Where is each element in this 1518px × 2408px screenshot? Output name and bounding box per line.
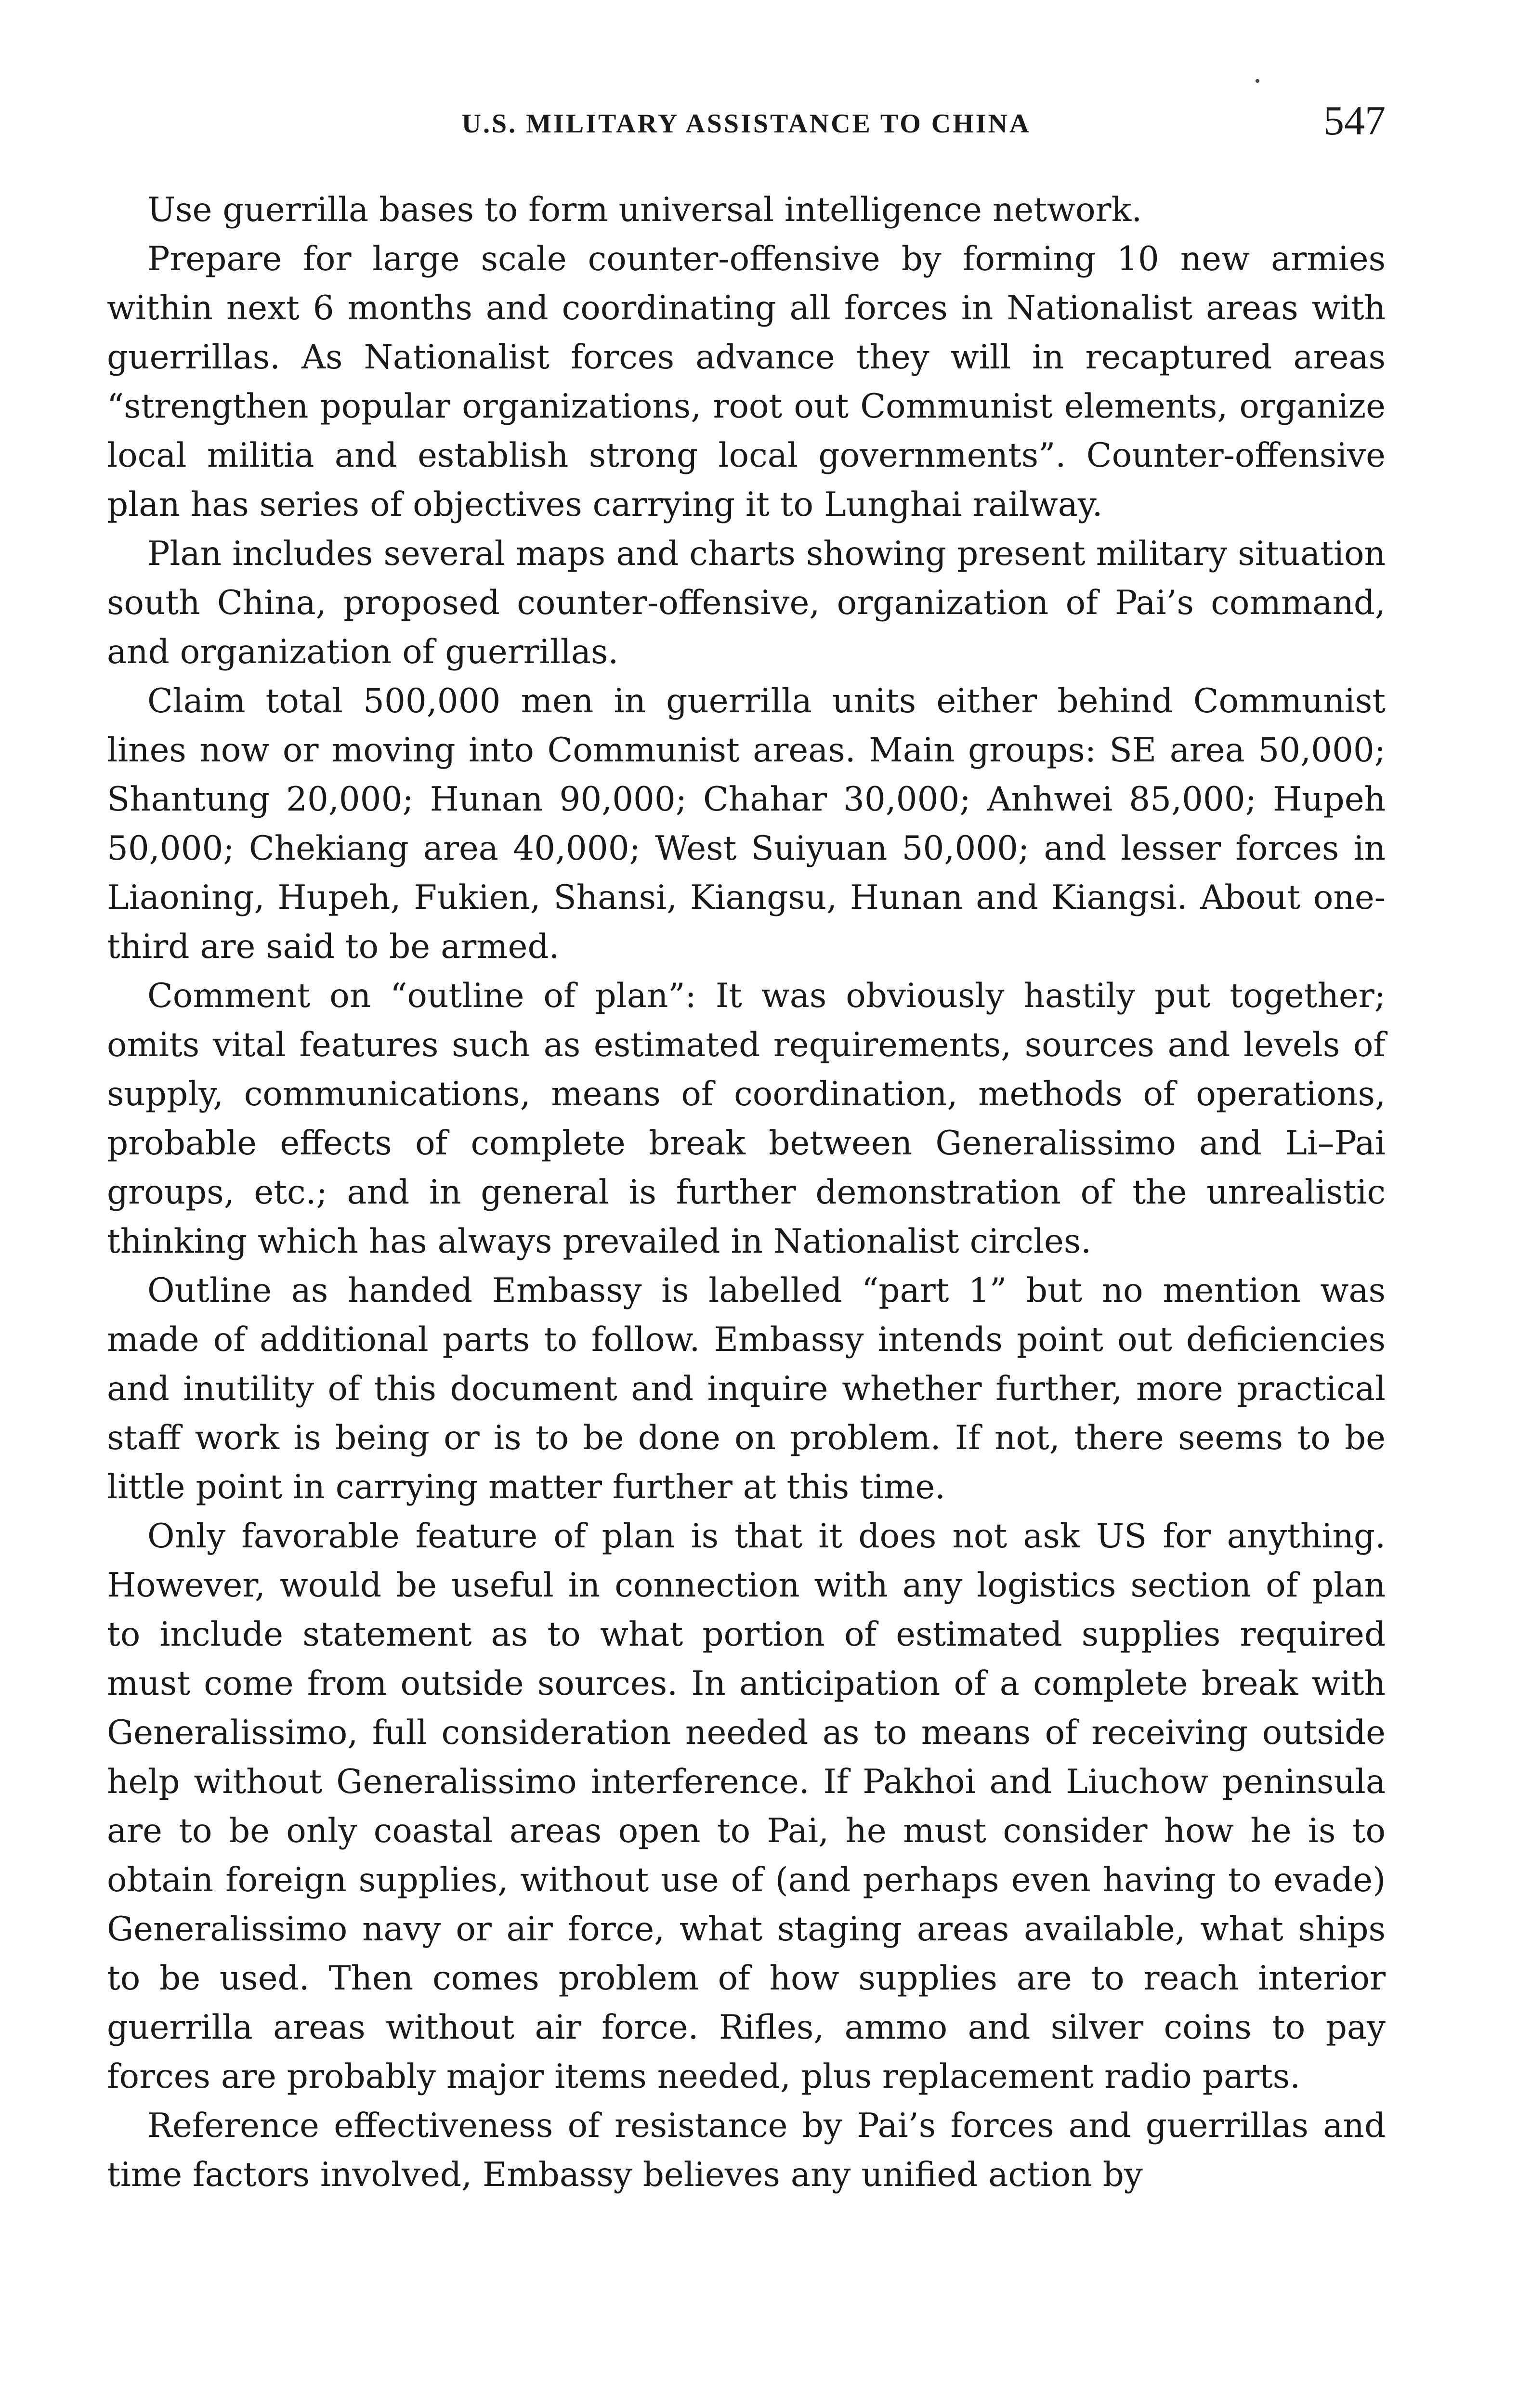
running-header [107, 99, 1386, 142]
paragraph-guerrilla-strength: Claim total 500,000 men in guerrilla units either behind Communist lines now or moving into Communist areas. Main groups: SE area 50,000; Shantung 20,000; Hunan 90,000; Chahar 30,000; Anhwei 85,000; Hupeh 50,000; Chekiang area 40,000; West Suiyuan 50,000; and lesser forces in Liaoning, Hupeh, Fukien, Shansi, Kiangsu, Hunan and Kiangsi. About one-third are said to be armed. [107, 682, 1386, 966]
running-title: U.S. MILITARY ASSISTANCE TO CHINA [461, 109, 1031, 139]
paragraph-resistance-effectiveness: Reference effectiveness of resistance by Pai’s forces and guerrillas and time factors involved, Embassy believes any unified action by [107, 2107, 1386, 2194]
paragraph-outline-part-1: Outline as handed Embassy is labelled “part 1” but no mention was made of additional parts to follow. Embassy intends point out deficiencies and inutility of this document and inquire whether further, more practical staff work is being or is to be done on problem. If not, there seems to be little point in carrying matter further at this time. [107, 1271, 1386, 1506]
printing-speck [1256, 79, 1259, 83]
body-text [107, 185, 1386, 2199]
paragraph-comment-on-plan: Comment on “outline of plan”: It was obviously hastily put together; omits vital features such as estimated requirements, sources and levels of supply, communications, means of coordination, methods of operations, probable effects of complete break between Generalissimo and Li–Pai groups, etc.; and in general is further demonstration of the unrealistic thinking which has always prevailed in Nationalist circles. [107, 977, 1386, 1261]
paragraph-counter-offensive: Prepare for large scale counter-offensive by forming 10 new armies within next 6 months and coordinating all forces in Nationalist areas with guerrillas. As Nationalist forces advance they will in recaptured areas “strengthen popular organizations, root out Communist elements, organize local militia and establish strong local governments”. Counter-offensive plan has series of objectives carrying it to Lunghai railway. [107, 240, 1386, 524]
paragraph-intelligence-network: Use guerrilla bases to form universal intelligence network. [147, 191, 1142, 229]
paragraph-maps-and-charts: Plan includes several maps and charts showing present military situation south China, proposed counter-offensive, organization of Pai’s command, and organization of guerrillas. [107, 535, 1386, 671]
page-number: 547 [1323, 97, 1386, 144]
paragraph-favorable-feature: Only favorable feature of plan is that it does not ask US for anything. However, would be useful in connection with any logistics section of plan to include statement as to what portion of estimated supplies required must come from outside sources. In anticipation of a complete break with Generalissimo, full consideration needed as to means of receiving outside help without Generalissimo interference. If Pakhoi and Liuchow peninsula are to be only coastal areas open to Pai, he must consider how he is to obtain foreign supplies, without use of (and perhaps even having to evade) Generalissimo navy or air force, what staging areas available, what ships to be used. Then comes problem of how supplies are to reach interior guerrilla areas without air force. Rifles, ammo and silver coins to pay forces are probably major items needed, plus replacement radio parts. [107, 1517, 1386, 2096]
